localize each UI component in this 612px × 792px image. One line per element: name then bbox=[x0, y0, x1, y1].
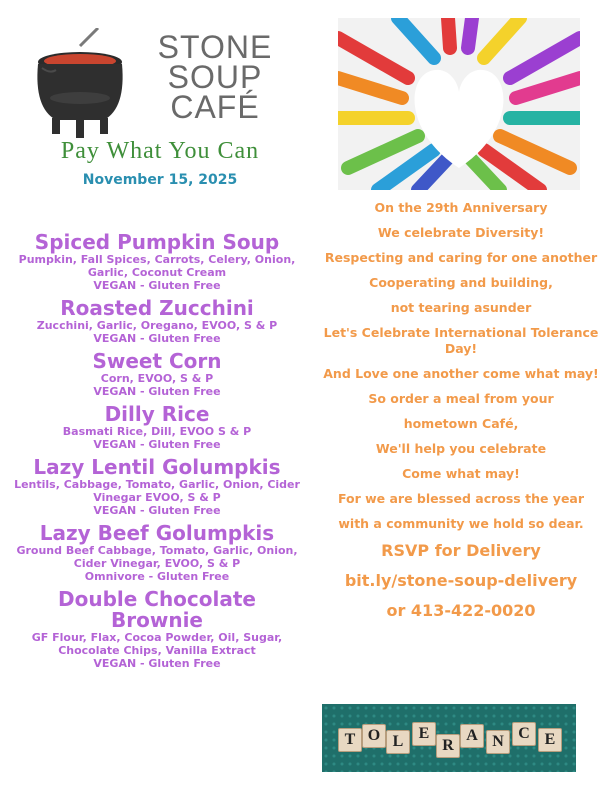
delivery-link[interactable]: bit.ly/stone-soup-delivery bbox=[344, 571, 578, 590]
letter-tile: T bbox=[338, 728, 362, 752]
message-line: Cooperating and building, bbox=[369, 275, 553, 290]
message-line: not tearing asunder bbox=[390, 300, 532, 315]
letter-tile: R bbox=[436, 734, 460, 758]
dish-description: GF Flour, Flax, Cocoa Powder, Oil, Sugar, Chocolate Chips, Vanilla Extract bbox=[31, 631, 283, 657]
message-line: On the 29th Anniversary bbox=[374, 200, 548, 215]
message-line: And Love one another come what may! bbox=[323, 366, 599, 381]
dish-description: Basmati Rice, Dill, EVOO S & P bbox=[62, 425, 252, 438]
menu-item bbox=[12, 351, 302, 398]
brand-name bbox=[140, 29, 290, 125]
menu-item bbox=[12, 232, 302, 292]
dish-tag: VEGAN - Gluten Free bbox=[93, 504, 221, 517]
letter-tile: N bbox=[486, 730, 510, 754]
dish-tag: Omnivore - Gluten Free bbox=[84, 570, 230, 583]
menu-item bbox=[12, 523, 302, 583]
dish-tag: VEGAN - Gluten Free bbox=[93, 438, 221, 451]
dish-tag: VEGAN - Gluten Free bbox=[93, 657, 221, 670]
rsvp-heading: RSVP for Delivery bbox=[381, 541, 541, 560]
dish-name: Dilly Rice bbox=[104, 402, 210, 426]
letter-tile: O bbox=[362, 724, 386, 748]
menu-list bbox=[12, 232, 302, 676]
menu-item bbox=[12, 589, 302, 670]
letter-tile: E bbox=[538, 728, 562, 752]
dish-name: Lazy Lentil Golumpkis bbox=[33, 455, 281, 479]
message-line: So order a meal from your bbox=[368, 391, 554, 406]
soup-pot-icon bbox=[20, 28, 140, 148]
tolerance-image bbox=[322, 704, 576, 772]
message-line: Let's Celebrate International Tolerance Day! bbox=[323, 325, 599, 356]
dish-name: Sweet Corn bbox=[92, 349, 222, 373]
dish-description: Pumpkin, Fall Spices, Carrots, Celery, Onion, Garlic, Coconut Cream bbox=[18, 253, 296, 279]
tagline: Pay What You Can bbox=[60, 138, 260, 164]
anniversary-message bbox=[322, 200, 600, 631]
letter-tile: A bbox=[460, 724, 484, 748]
hands-heart-illustration bbox=[338, 18, 580, 190]
menu-item bbox=[12, 457, 302, 517]
menu-date: November 15, 2025 bbox=[82, 172, 238, 188]
letter-tile: C bbox=[512, 722, 536, 746]
dish-description: Corn, EVOO, S & P bbox=[100, 372, 214, 385]
message-line: Come what may! bbox=[402, 466, 520, 481]
dish-name: Double Chocolate Brownie bbox=[57, 587, 256, 632]
dish-name: Spiced Pumpkin Soup bbox=[34, 230, 280, 254]
brand-line-3: CAFÉ bbox=[170, 89, 260, 125]
dish-tag: VEGAN - Gluten Free bbox=[93, 385, 221, 398]
message-line: For we are blessed across the year bbox=[337, 491, 585, 506]
phone-number[interactable]: or 413-422-0020 bbox=[386, 601, 536, 620]
dish-description: Ground Beef Cabbage, Tomato, Garlic, Onion, Cider Vinegar, EVOO, S & P bbox=[16, 544, 298, 570]
message-line: with a community we hold so dear. bbox=[338, 516, 584, 531]
dish-tag: VEGAN - Gluten Free bbox=[93, 332, 221, 345]
dish-description: Lentils, Cabbage, Tomato, Garlic, Onion, Cider Vinegar EVOO, S & P bbox=[14, 478, 300, 504]
message-line: hometown Café, bbox=[403, 416, 519, 431]
message-line: We celebrate Diversity! bbox=[377, 225, 545, 240]
dish-tag: VEGAN - Gluten Free bbox=[93, 279, 221, 292]
hands-heart-image bbox=[338, 18, 580, 190]
dish-name: Roasted Zucchini bbox=[60, 296, 254, 320]
menu-item bbox=[12, 404, 302, 451]
brand-line-1: STONE bbox=[157, 29, 273, 65]
brand-line-2: SOUP bbox=[167, 59, 263, 95]
letter-tile: L bbox=[386, 730, 410, 754]
message-line: Respecting and caring for one another bbox=[324, 250, 598, 265]
dish-name: Lazy Beef Golumpkis bbox=[39, 521, 275, 545]
menu-item bbox=[12, 298, 302, 345]
message-line: We'll help you celebrate bbox=[375, 441, 547, 456]
letter-tile: E bbox=[412, 722, 436, 746]
dish-description: Zucchini, Garlic, Oregano, EVOO, S & P bbox=[36, 319, 278, 332]
